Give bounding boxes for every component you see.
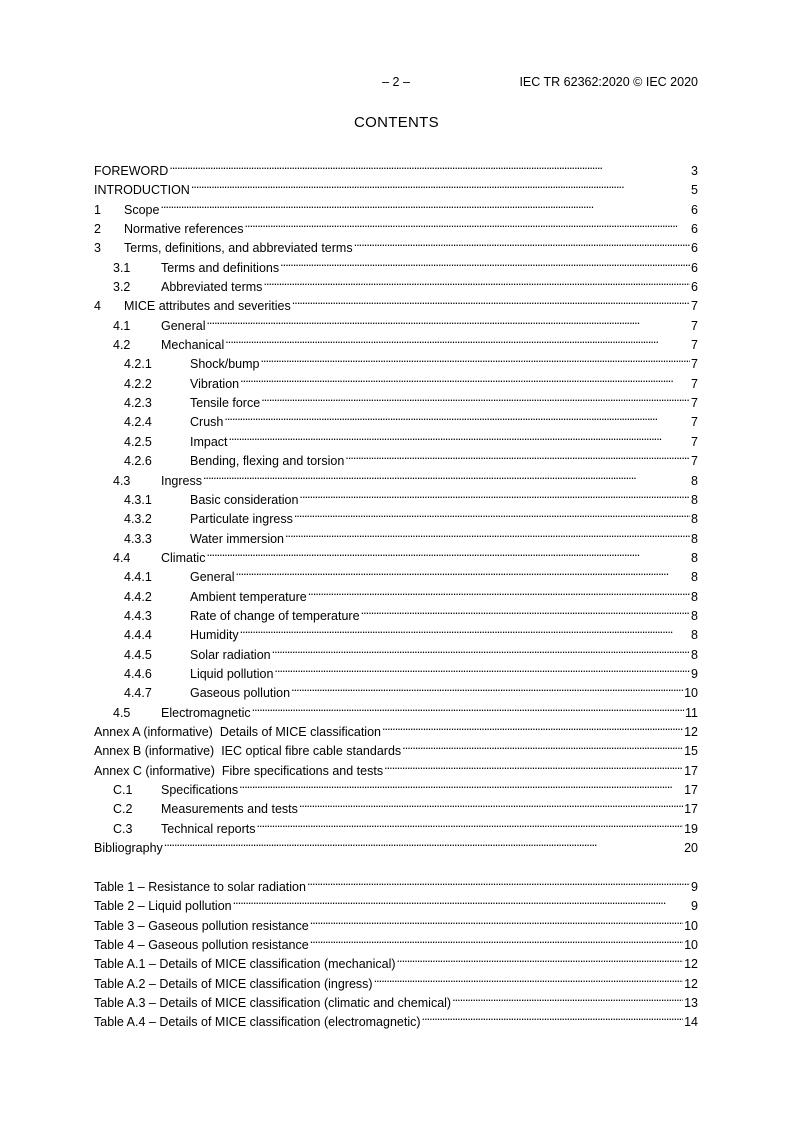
toc-entry-number: 4.2.6 [124,454,152,469]
page-reference: 8 [690,510,698,529]
toc-entry-title: Abbreviated terms [161,278,263,297]
toc-entry[interactable] [94,195,698,217]
page-reference: 8 [690,549,698,568]
dot-leader [294,504,690,523]
dot-leader [374,969,684,988]
toc-entry-title: Technical reports [161,820,257,839]
toc-entry-title: Humidity [190,626,240,645]
page-reference: 7 [690,452,698,471]
toc-entry[interactable] [94,388,698,411]
toc-entry-title: Particulate ingress [190,510,294,529]
dot-leader [263,272,690,291]
page-reference: 3 [690,162,698,181]
dot-leader [206,311,690,330]
toc-entry[interactable] [94,736,698,759]
toc-entry-number: 4.3.1 [124,492,152,507]
toc-entry[interactable] [94,369,698,391]
toc-entry-number: 4.5 [113,705,131,720]
toc-entry-number: 4.4.5 [124,647,152,662]
toc-entry-number: 4.4.1 [124,570,152,585]
toc-entry[interactable] [94,466,698,488]
toc-entry-title: Rate of change of temperature [190,607,361,626]
dot-leader [310,930,683,949]
toc-entry-number: 4.4.2 [124,589,152,604]
table-title: Table A.1 – Details of MICE classification (mechanical) [94,955,397,974]
dot-leader [280,253,690,272]
toc-entry-number: 4.4.3 [124,608,152,623]
toc-entry[interactable] [94,601,698,623]
toc-entry-title: Bending, flexing and torsion [190,452,345,471]
toc-entry-number: Annex C (informative) [94,763,215,778]
table-list-entry[interactable] [94,911,698,933]
page-reference: 7 [690,394,698,413]
dot-leader [422,1007,684,1026]
page-reference: 7 [690,317,698,336]
toc-entry-number: 1 [94,202,101,217]
table-list-entry[interactable] [94,930,698,953]
toc-entry[interactable] [94,291,698,314]
toc-entry[interactable] [94,620,698,643]
page-reference: 8 [690,472,698,491]
toc-entry-title: Impact [190,433,229,452]
toc-entry-number: Annex B (informative) [94,744,215,759]
page-reference: 9 [690,897,698,916]
toc-entry-number: 4.3 [113,473,131,488]
page-reference: 9 [690,878,698,897]
toc-entry-title: FOREWORD [94,162,169,181]
page-reference: 6 [690,259,698,278]
table-title: Table 4 – Gaseous pollution resistance [94,936,310,955]
dot-leader [229,427,691,446]
toc-entry-number: 4.3.3 [124,531,152,546]
toc-entry-title: Specifications [161,781,239,800]
toc-entry[interactable] [94,214,698,237]
toc-entry-number: 3.1 [113,260,131,275]
document-reference: IEC TR 62362:2020 © IEC 2020 [519,75,698,89]
dot-leader [361,601,690,620]
page-reference: 19 [683,820,698,839]
dot-leader [235,562,690,581]
page-reference: 12 [683,955,698,974]
toc-entry-number: 4.2.3 [124,396,152,411]
dot-leader [354,233,690,252]
toc-entry-title: General [190,568,235,587]
toc-entry[interactable] [94,640,698,662]
toc-entry-title: Ingress [161,472,203,491]
toc-entry-title: Climatic [161,549,206,568]
page-reference: 10 [683,917,698,936]
toc-entry[interactable] [94,562,698,585]
toc-entry-title: INTRODUCTION [94,181,191,200]
table-list-entry[interactable] [94,969,698,991]
dot-leader [299,485,690,504]
dot-leader [261,388,690,407]
toc-entry-title: Basic consideration [190,491,299,510]
table-title: Table A.3 – Details of MICE classification (climatic and chemical) [94,994,452,1013]
table-title: Table A.4 – Details of MICE classification (electromagnetic) [94,1013,422,1032]
dot-leader [224,407,690,426]
toc-entry[interactable] [94,678,698,701]
page-reference: 7 [690,413,698,432]
toc-entry-number: 4.2 [113,338,131,353]
dot-leader [245,214,691,233]
toc-entry-title: IEC optical fibre cable standards [221,742,402,761]
toc-entry-title: Fibre specifications and tests [222,762,384,781]
list-of-tables [94,872,698,1030]
toc-entry[interactable] [94,794,698,817]
toc-entry-title: Electromagnetic [161,704,252,723]
dot-leader [285,524,690,543]
toc-entry[interactable] [94,175,698,198]
table-title: Table 2 – Liquid pollution [94,897,233,916]
toc-entry[interactable] [94,446,698,469]
page-reference: 11 [684,704,698,723]
page-reference: 8 [690,588,698,607]
toc-entry-number: 3.2 [113,280,131,295]
toc-entry[interactable] [94,504,698,527]
table-list-entry[interactable] [94,891,698,914]
page-reference: 14 [683,1013,698,1032]
page-reference: 8 [690,626,698,645]
page-reference: 5 [690,181,698,200]
page-reference: 10 [683,684,698,703]
dot-leader [252,698,684,717]
toc-entry[interactable] [94,814,698,836]
page-reference: 8 [690,568,698,587]
toc-entry[interactable] [94,485,698,507]
toc-entry-number: 4.1 [113,318,131,333]
dot-leader [308,582,690,601]
toc-entry-number: C.1 [113,783,133,797]
page-reference: 15 [683,742,698,761]
table-title: Table A.2 – Details of MICE classification (ingress) [94,975,374,994]
toc-entry-title: MICE attributes and severities [124,297,292,316]
dot-leader [397,949,684,968]
page-reference: 8 [690,491,698,510]
toc-entry-title: Crush [190,413,224,432]
toc-entry-number: 4.4 [113,550,131,565]
toc-entry-title: Shock/bump [190,355,260,374]
toc-entry-title: Scope [124,201,160,220]
toc-entry[interactable] [94,349,698,372]
dot-leader [291,678,683,697]
page-reference: 12 [683,975,698,994]
dot-leader [260,349,690,368]
dot-leader [257,814,684,833]
dot-leader [169,156,690,175]
toc-entry-title: Liquid pollution [190,665,274,684]
dot-leader [452,988,683,1007]
dot-leader [164,833,683,852]
page-header [94,75,698,93]
toc-entry[interactable] [94,233,698,256]
toc-entry-title: Details of MICE classification [220,723,382,742]
page-reference: 17 [683,800,698,819]
table-list-entry[interactable] [94,988,698,1011]
dot-leader [206,543,690,562]
toc-entry-title: Solar radiation [190,646,272,665]
toc-entry-title: Water immersion [190,530,285,549]
dot-leader [240,620,690,639]
dot-leader [203,466,690,485]
toc-entry[interactable] [94,659,698,681]
toc-entry[interactable] [94,543,698,565]
dot-leader [274,659,690,678]
table-title: Table 3 – Gaseous pollution resistance [94,917,310,936]
dot-leader [225,330,690,349]
toc-entry-number: 4.2.1 [124,357,152,372]
page-reference: 7 [690,297,698,316]
toc-entry-title: Vibration [190,375,240,394]
dot-leader [345,446,690,465]
page-reference: 8 [690,530,698,549]
toc-entry-title: Measurements and tests [161,800,299,819]
page-reference: 12 [683,723,698,742]
toc-entry-title: Terms and definitions [161,259,280,278]
toc-entry[interactable] [94,253,698,275]
toc-entry-title: Ambient temperature [190,588,308,607]
dot-leader [299,794,683,813]
page-reference: 7 [690,355,698,374]
toc-entry-number: 4 [94,299,101,314]
dot-leader [239,775,683,794]
page-reference: 7 [690,336,698,355]
toc-entry-title: Tensile force [190,394,261,413]
toc-entry-number: 4.4.7 [124,686,152,701]
dot-leader [240,369,690,388]
toc-entry[interactable] [94,427,698,449]
dot-leader [292,291,690,310]
dot-leader [402,736,683,755]
toc-entry-number: 3 [94,241,101,256]
toc-entry[interactable] [94,582,698,604]
toc-entry[interactable] [94,775,698,797]
toc-entry-title: Normative references [124,220,245,239]
toc-entry[interactable] [94,330,698,353]
table-list-entry[interactable] [94,1007,698,1030]
toc-entry[interactable] [94,698,698,720]
page-reference: 7 [690,433,698,452]
page-reference: 7 [690,375,698,394]
page-reference: 6 [690,278,698,297]
toc-entry-title: Mechanical [161,336,225,355]
toc-entry-title: Gaseous pollution [190,684,291,703]
toc-entry-number: 4.2.4 [124,415,152,430]
toc-entry-number: Annex A (informative) [94,724,213,739]
toc-entry-number: 2 [94,222,101,237]
page-number: – 2 – [382,75,410,89]
toc-entry[interactable] [94,717,698,739]
table-list-entry[interactable] [94,949,698,972]
toc-entry-number: 4.3.2 [124,512,152,527]
page-reference: 17 [683,781,698,800]
toc-entry-number: 4.2.5 [124,434,152,449]
toc-entry-number: C.3 [113,821,133,836]
toc-entry-title: Bibliography [94,839,164,858]
dot-leader [307,872,690,891]
toc-entry[interactable] [94,756,698,778]
table-list-entry[interactable] [94,872,698,894]
toc-entry[interactable] [94,407,698,430]
dot-leader [310,911,683,930]
dot-leader [382,717,683,736]
toc-entry[interactable] [94,524,698,546]
toc-entry[interactable] [94,311,698,333]
dot-leader [384,756,683,775]
toc-entry-number: 4.4.4 [124,628,152,643]
dot-leader [191,175,690,194]
page-reference: 6 [690,220,698,239]
page-reference: 6 [690,201,698,220]
page-reference: 6 [690,239,698,258]
toc-entry-title: Terms, definitions, and abbreviated terms [124,239,354,258]
table-of-contents [94,156,698,856]
toc-entry[interactable] [94,833,698,856]
toc-entry-number: 4.4.6 [124,666,152,681]
page-reference: 9 [690,665,698,684]
toc-entry-number: 4.2.2 [124,376,152,391]
page-reference: 8 [690,646,698,665]
contents-title: CONTENTS [354,114,439,131]
toc-entry[interactable] [94,272,698,295]
page-reference: 10 [683,936,698,955]
toc-entry[interactable] [94,156,698,178]
table-title: Table 1 – Resistance to solar radiation [94,878,307,897]
page-reference: 8 [690,607,698,626]
dot-leader [233,891,690,910]
page-reference: 17 [683,762,698,781]
dot-leader [160,195,690,214]
page-reference: 20 [683,839,698,858]
dot-leader [272,640,690,659]
page-reference: 13 [683,994,698,1013]
toc-entry-title: General [161,317,206,336]
toc-entry-number: C.2 [113,802,133,817]
